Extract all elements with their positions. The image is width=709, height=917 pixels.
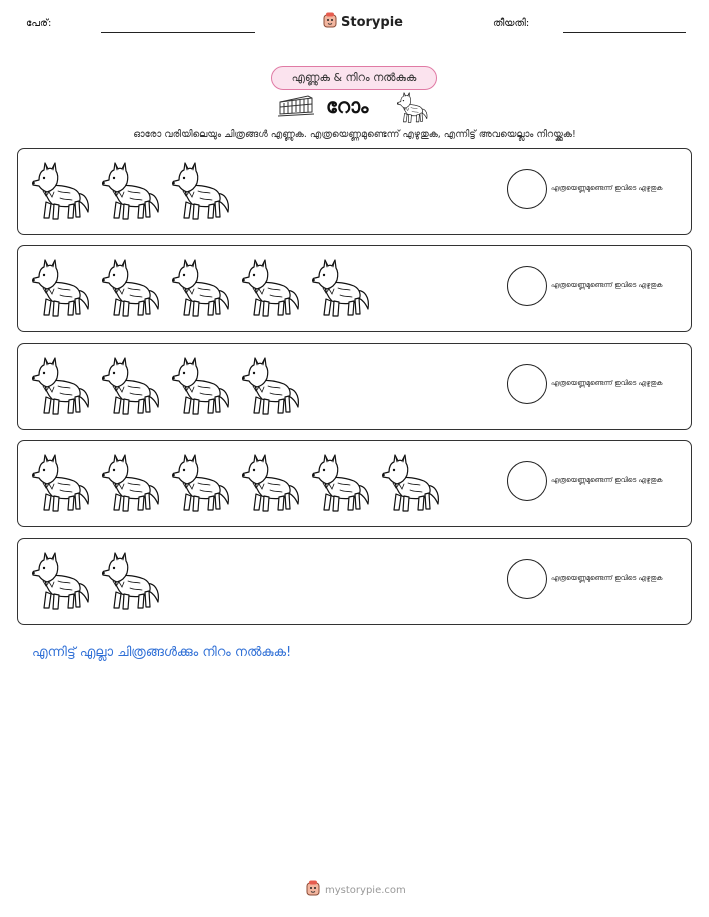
wolf-icon bbox=[30, 353, 94, 417]
wolf-icon bbox=[100, 548, 164, 612]
date-field[interactable] bbox=[563, 32, 686, 33]
answer-hint: എത്രയെണ്ണമുണ്ടെന്ന് ഇവിടെ എഴുതുക bbox=[551, 476, 663, 484]
name-field[interactable] bbox=[101, 32, 255, 33]
brand-name: Storypie bbox=[341, 14, 403, 30]
answer-circle[interactable] bbox=[507, 266, 547, 306]
footer bbox=[306, 880, 406, 900]
wolf-icon bbox=[240, 353, 304, 417]
wolf-icon bbox=[170, 255, 234, 319]
answer-hint: എത്രയെണ്ണമുണ്ടെന്ന് ഇവിടെ എഴുതുക bbox=[551, 184, 663, 192]
picture-group bbox=[30, 353, 304, 417]
picture-group bbox=[30, 158, 234, 222]
coloring-note: എന്നിട്ട് എല്ലാ ചിത്രങ്ങൾക്കും നിറം നൽകുക! bbox=[32, 645, 292, 660]
counting-row-5 bbox=[17, 538, 692, 625]
counting-row-3 bbox=[17, 343, 692, 430]
counting-row-2 bbox=[17, 245, 692, 332]
answer-circle[interactable] bbox=[507, 169, 547, 209]
wolf-icon bbox=[310, 255, 374, 319]
brand-logo bbox=[323, 12, 403, 32]
answer-hint: എത്രയെണ്ണമുണ്ടെന്ന് ഇവിടെ എഴുതുക bbox=[551, 281, 663, 289]
wolf-icon bbox=[100, 353, 164, 417]
wolf-icon bbox=[100, 158, 164, 222]
subject-header bbox=[278, 92, 438, 124]
picture-group bbox=[30, 548, 164, 612]
site-url[interactable]: mystorypie.com bbox=[325, 884, 406, 896]
subject-title: റോം bbox=[326, 94, 369, 118]
wolf-icon bbox=[396, 90, 430, 124]
wolf-icon bbox=[240, 450, 304, 514]
wolf-icon bbox=[100, 255, 164, 319]
wolf-icon bbox=[170, 353, 234, 417]
counting-row-4 bbox=[17, 440, 692, 527]
wolf-icon bbox=[170, 158, 234, 222]
date-label: തീയതി: bbox=[493, 18, 530, 29]
wolf-icon bbox=[100, 450, 164, 514]
counting-row-1 bbox=[17, 148, 692, 235]
answer-circle[interactable] bbox=[507, 364, 547, 404]
picture-group bbox=[30, 450, 444, 514]
wolf-icon bbox=[30, 158, 94, 222]
storypie-logo-icon bbox=[306, 880, 320, 900]
picture-group bbox=[30, 255, 374, 319]
wolf-icon bbox=[30, 255, 94, 319]
wolf-icon bbox=[30, 450, 94, 514]
wolf-icon bbox=[380, 450, 444, 514]
instructions: ഓരോ വരിയിലെയും ചിത്രങ്ങൾ എണ്ണുക. എത്രയെണ്ണമുണ്ടെന്ന് എഴുതുക, എന്നിട്ട് അവയെല്ലാം നിറയ്ക്കുക! bbox=[133, 129, 576, 140]
wolf-icon bbox=[240, 255, 304, 319]
wolf-icon bbox=[170, 450, 234, 514]
storypie-logo-icon bbox=[323, 12, 337, 32]
activity-badge: എണ്ണുക & നിറം നൽകുക bbox=[271, 66, 437, 90]
name-label: പേര്: bbox=[26, 18, 52, 29]
answer-circle[interactable] bbox=[507, 559, 547, 599]
colosseum-icon bbox=[278, 94, 314, 122]
wolf-icon bbox=[310, 450, 374, 514]
answer-circle[interactable] bbox=[507, 461, 547, 501]
answer-hint: എത്രയെണ്ണമുണ്ടെന്ന് ഇവിടെ എഴുതുക bbox=[551, 379, 663, 387]
wolf-icon bbox=[30, 548, 94, 612]
answer-hint: എത്രയെണ്ണമുണ്ടെന്ന് ഇവിടെ എഴുതുക bbox=[551, 574, 663, 582]
